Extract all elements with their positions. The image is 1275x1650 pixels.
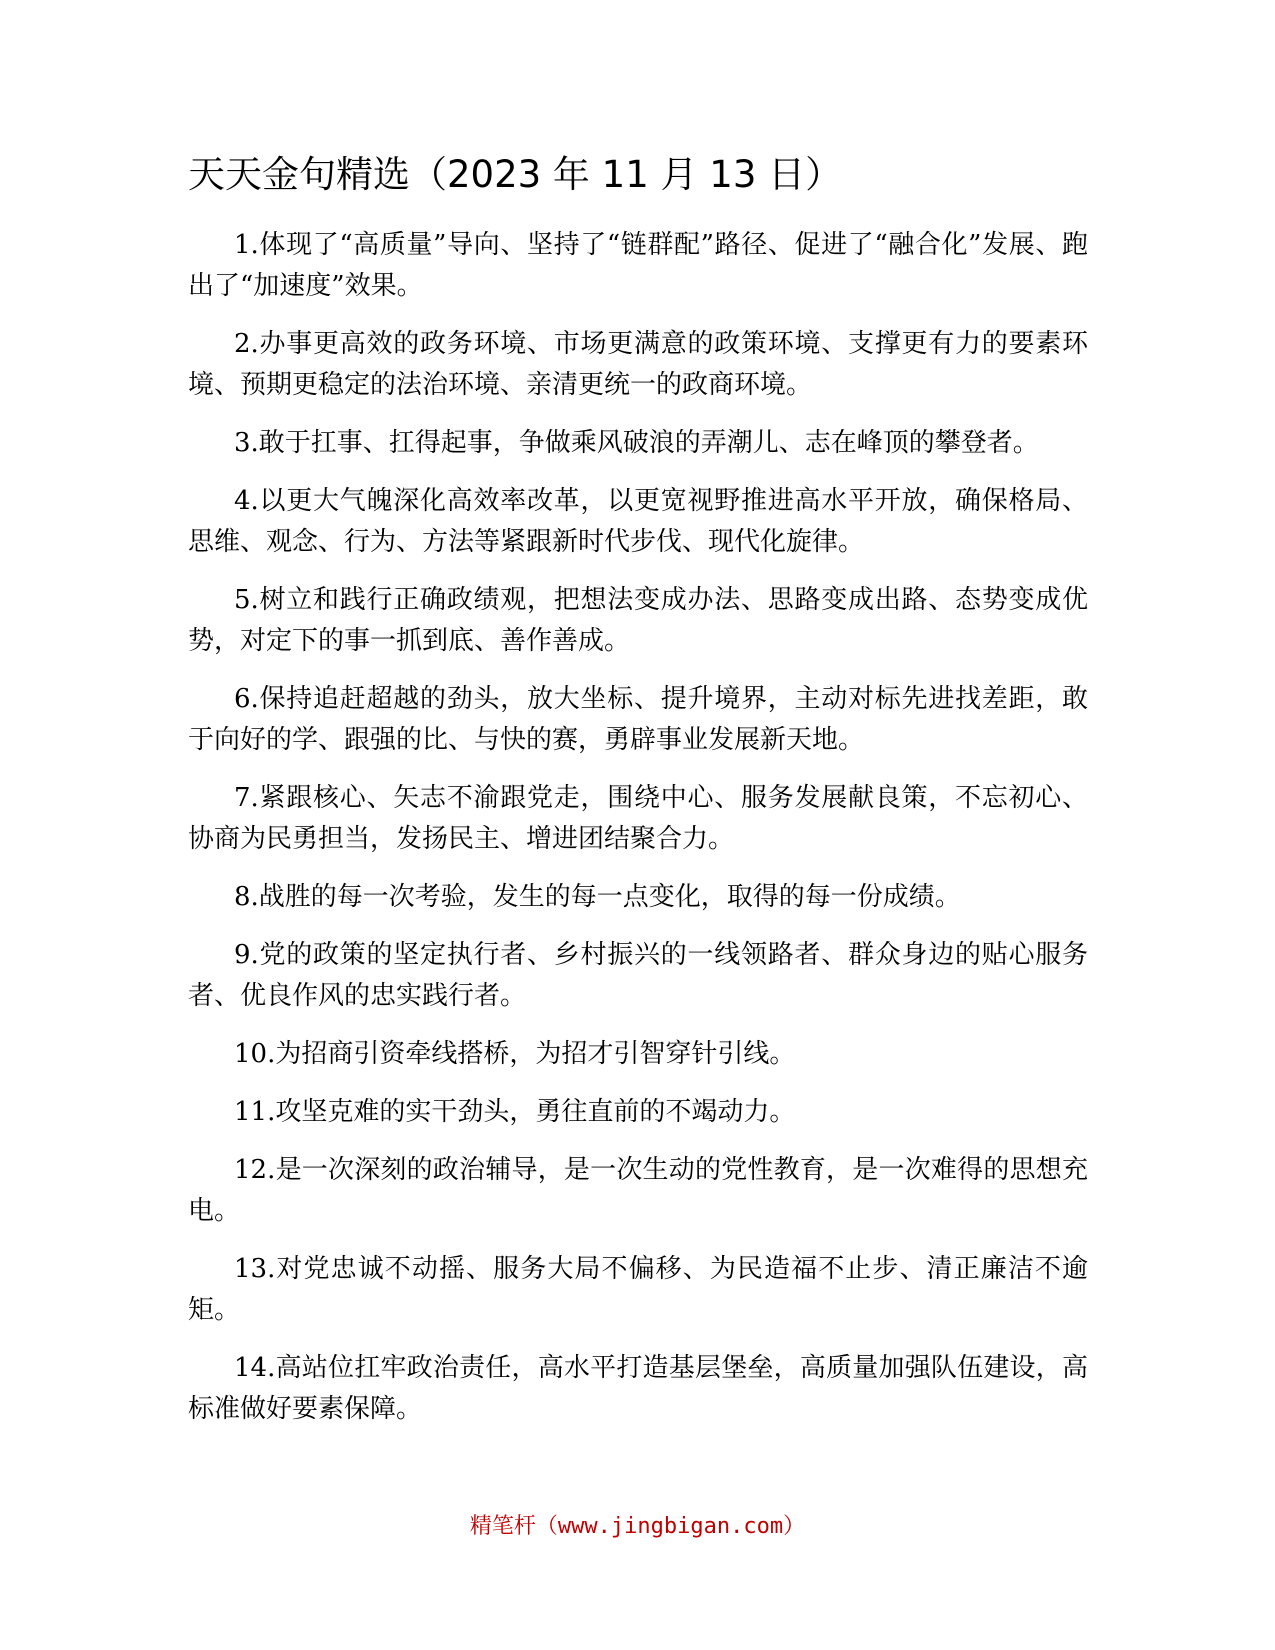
footer-site-name: 精笔杆 (469, 1514, 536, 1539)
quote-item: 2.办事更高效的政务环境、市场更满意的政策环境、支撑更有力的要素环境、预期更稳定的法治环境、亲清更统一的政商环境。 (188, 329, 1088, 400)
footer-watermark (0, 1512, 1275, 1542)
document-title: 天天金句精选（2023 年 11 月 13 日） (188, 153, 843, 196)
quote-item: 14.高站位扛牢政治责任，高水平打造基层堡垒，高质量加强队伍建设，高标准做好要素保障。 (188, 1353, 1088, 1424)
quote-item: 8.战胜的每一次考验，发生的每一点变化，取得的每一份成绩。 (234, 882, 961, 912)
quote-item: 4.以更大气魄深化高效率改革，以更宽视野推进高水平开放，确保格局、思维、观念、行为、方法等紧跟新时代步伐、现代化旋律。 (188, 486, 1088, 557)
quote-item: 12.是一次深刻的政治辅导，是一次生动的党性教育，是一次难得的思想充电。 (188, 1155, 1088, 1226)
quote-item: 6.保持追赶超越的劲头，放大坐标、提升境界，主动对标先进找差距，敢于向好的学、跟强的比、与快的赛，勇辟事业发展新天地。 (188, 684, 1088, 755)
quote-item: 7.紧跟核心、矢志不渝跟党走，围绕中心、服务发展献良策，不忘初心、协商为民勇担当，发扬民主、增进团结聚合力。 (188, 783, 1088, 854)
quote-item: 5.树立和践行正确政绩观，把想法变成办法、思路变成出路、态势变成优势，对定下的事一抓到底、善作善成。 (188, 585, 1088, 656)
quote-item: 9.党的政策的坚定执行者、乡村振兴的一线领路者、群众身边的贴心服务者、优良作风的忠实践行者。 (188, 940, 1088, 1011)
quote-item: 10.为招商引资牵线搭桥，为招才引智穿针引线。 (234, 1039, 796, 1069)
quote-item: 11.攻坚克难的实干劲头，勇往直前的不竭动力。 (234, 1097, 796, 1127)
quote-item: 1.体现了“高质量”导向、坚持了“链群配”路径、促进了“融合化”发展、跑出了“加速度”效果。 (188, 230, 1088, 301)
quote-item: 3.敢于扛事、扛得起事，争做乘风破浪的弄潮儿、志在峰顶的攀登者。 (234, 428, 1039, 458)
quote-item: 13.对党忠诚不动摇、服务大局不偏移、为民造福不止步、清正廉洁不逾矩。 (188, 1254, 1088, 1325)
quote-list (188, 225, 1088, 1447)
footer-site-url[interactable]: （www.jingbigan.com） (535, 1514, 806, 1539)
